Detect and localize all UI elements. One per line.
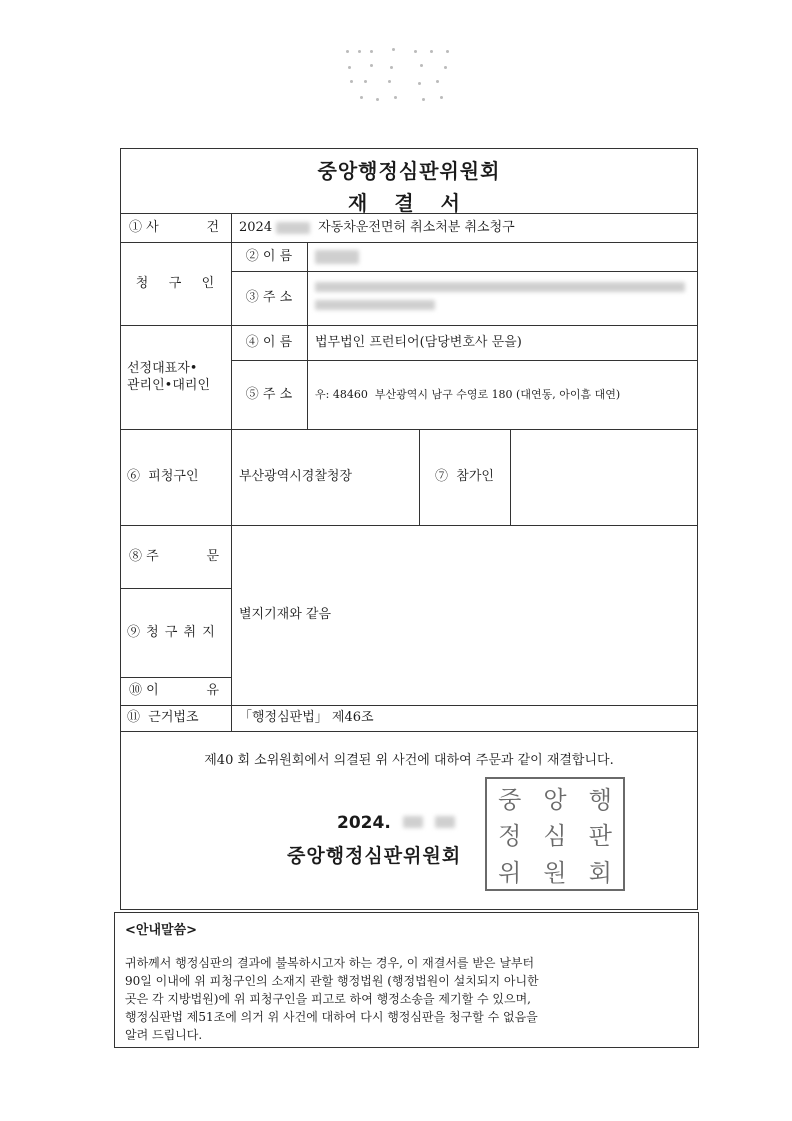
notice-box [114, 912, 699, 1048]
scan-stamp-mark [340, 44, 460, 114]
redacted-claimant-address-line2 [315, 300, 435, 310]
decision-form [120, 148, 698, 910]
redacted-claimant-address-line1 [315, 282, 685, 292]
decision-statement: 제40 회 소위원회에서 의결된 위 사건에 대하여 주문과 같이 재결합니다. [204, 753, 614, 768]
notice-line: 곳은 각 지방법원)에 위 피청구인을 피고로 하여 행정소송을 제기할 수 있으며, [125, 992, 531, 1006]
claimant-address-value [307, 272, 697, 325]
case-label: ① 사 건 [129, 219, 219, 235]
notice-line: 행정심판법 제51조에 의거 위 사건에 대하여 다시 행정심판을 청구할 수 없음을 [125, 1010, 538, 1024]
content-value: 별지기재와 같음 [239, 607, 332, 623]
case-value [231, 214, 697, 242]
representative-label: 선정대표자• 관리인•대리인 [127, 360, 211, 393]
reason-label: ⑩ 이 유 [129, 683, 219, 699]
participant-label: ⑦ 참가인 [435, 469, 494, 485]
committee-name: 중앙행정심판위원회 [287, 845, 462, 867]
notice-line: 알려 드립니다. [125, 1028, 203, 1042]
redacted-case-number [276, 222, 310, 234]
claimant-address-label: ③ 주 소 [245, 290, 293, 306]
representative-address-label: ⑤ 주 소 [245, 386, 293, 402]
form-title: 중앙행정심판위원회 [317, 159, 501, 183]
purpose-label: ⑨ 청 구 취 지 [127, 624, 216, 640]
respondent-value: 부산광역시경찰청장 [239, 469, 353, 485]
notice-body [125, 954, 688, 1044]
redacted-day [435, 816, 455, 828]
respondent-label: ⑥ 피청구인 [127, 469, 199, 485]
notice-line: 90일 이내에 위 피청구인의 소재지 관할 행정법원 (행정법원이 설치되지 아니한 [125, 974, 539, 988]
claimant-label: 청 구 인 [135, 275, 217, 291]
form-subtitle: 재 결 서 [348, 191, 470, 215]
participant-value [510, 430, 697, 525]
redacted-month [403, 816, 423, 828]
claimant-name-label: ② 이 름 [245, 248, 293, 264]
representative-name-value: 법무법인 프런티어(담당변호사 문을) [315, 334, 522, 350]
case-title: 자동차운전면허 취소처분 취소청구 [318, 219, 515, 235]
case-year: 2024 [239, 219, 273, 235]
official-seal: 중 앙 행 정 심 판 위 원 회 [485, 777, 625, 891]
notice-line: 귀하께서 행정심판의 결과에 불복하시고자 하는 경우, 이 재결서를 받은 날부터 [125, 956, 535, 970]
order-label: ⑧ 주 문 [129, 548, 219, 564]
representative-name-label: ④ 이 름 [245, 334, 293, 350]
decision-date: 2024. [337, 813, 455, 833]
legal-basis-label: ⑪ 근거법조 [127, 710, 199, 726]
legal-basis-value: 「행정심판법」 제46조 [239, 710, 374, 726]
redacted-claimant-name [315, 250, 359, 264]
notice-title: <안내말씀> [125, 923, 198, 938]
representative-address-value: 우: 48460 부산광역시 남구 수영로 180 (대연동, 아이흠 대연) [315, 387, 621, 401]
claimant-name-value [307, 243, 697, 271]
